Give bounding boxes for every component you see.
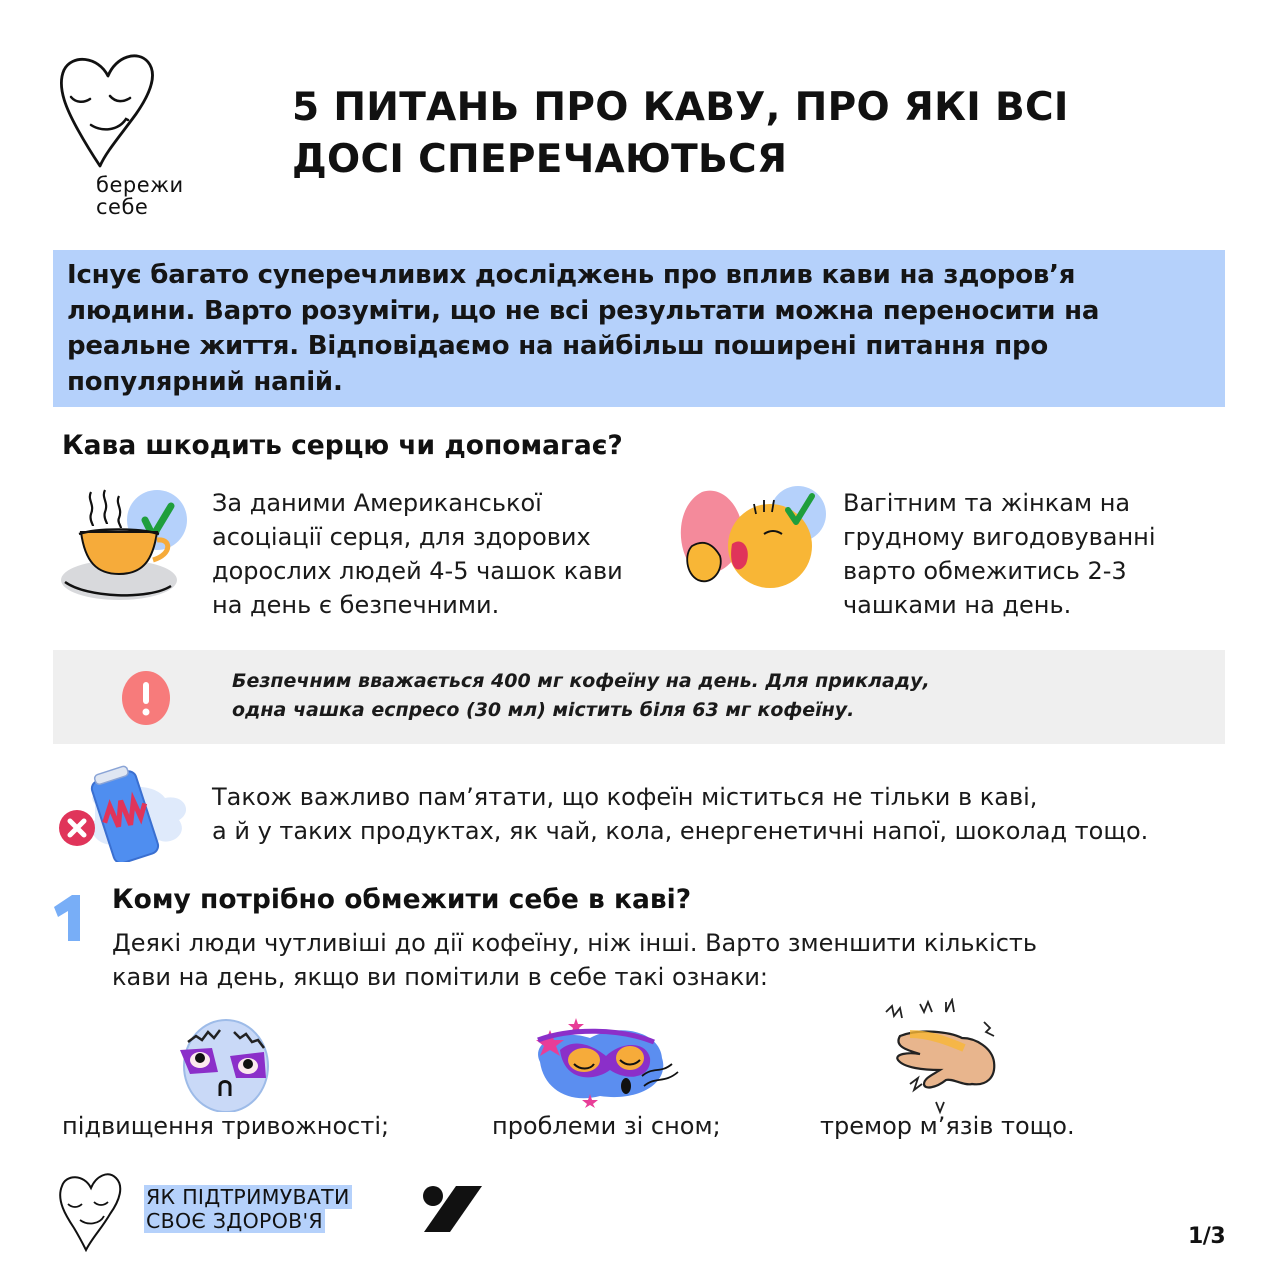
intro-line-4: популярний напій. bbox=[67, 366, 343, 397]
warning-line-1: Безпечним вважається 400 мг кофеїну на день. Для прикладу, bbox=[232, 670, 930, 692]
intro-line-2: людини. Варто розуміти, що не всі результати можна переносити на bbox=[67, 295, 1100, 326]
footer-heart-logo-icon bbox=[58, 1172, 124, 1252]
sensitivity-line-2: кави на день, якщо ви помітили в себе такі ознаки: bbox=[112, 963, 769, 991]
sensitivity-text bbox=[112, 926, 1172, 994]
title-line-2: ДОСІ СПЕРЕЧАЮТЬСЯ bbox=[292, 137, 788, 182]
footer-line-2: СВОЄ ЗДОРОВ'Я bbox=[146, 1209, 323, 1233]
breastfeeding-baby-check-icon bbox=[672, 484, 830, 594]
energy-line-2: а й у таких продуктах, як чай, кола, енергенетичні напої, шоколад тощо. bbox=[212, 817, 1149, 845]
text-line: чашками на день. bbox=[843, 591, 1072, 619]
text-line: на день є безпечними. bbox=[212, 591, 500, 619]
energy-drink-cross-icon bbox=[55, 764, 195, 862]
brand-line-1: бережи bbox=[96, 173, 184, 197]
brand-name bbox=[96, 174, 184, 218]
caffeine-warning-text bbox=[232, 667, 930, 724]
footer-series-label bbox=[144, 1185, 352, 1233]
coffee-cup-check-icon bbox=[57, 482, 197, 607]
sensitivity-line-1: Деякі люди чутливіші до дії кофеїну, ніж інші. Варто зменшити кількість bbox=[112, 929, 1038, 957]
caffeine-sources-text bbox=[212, 780, 1242, 848]
text-line: варто обмежитись 2-3 bbox=[843, 557, 1127, 585]
text-line: асоціації серця, для здорових bbox=[212, 523, 591, 551]
trembling-hand-icon bbox=[880, 998, 1020, 1118]
pregnancy-text bbox=[843, 486, 1233, 622]
smiling-heart-logo-icon bbox=[58, 52, 158, 170]
section-who-should-limit-heading: Кому потрібно обмежити себе в каві? bbox=[112, 884, 692, 915]
energy-line-1: Також важливо пам’ятати, що кофеїн міститься не тільки в каві, bbox=[212, 783, 1038, 811]
page-title bbox=[292, 82, 1192, 186]
footer-line-1: ЯК ПІДТРИМУВАТИ bbox=[146, 1185, 350, 1209]
text-line: грудному вигодовуванні bbox=[843, 523, 1156, 551]
section-heart-heading: Кава шкодить серцю чи допомагає? bbox=[62, 430, 623, 461]
exclamation-icon bbox=[121, 670, 171, 726]
text-line: Вагітним та жінкам на bbox=[843, 489, 1131, 517]
symptom-sleep-label: проблеми зі сном; bbox=[492, 1112, 721, 1140]
text-line: За даними Американської bbox=[212, 489, 542, 517]
heart-association-text bbox=[212, 486, 692, 622]
sleep-mask-icon bbox=[530, 1012, 690, 1108]
symptom-tremor-label: тремор м’язів тощо. bbox=[820, 1112, 1075, 1140]
intro-line-3: реальне життя. Відповідаємо на найбільш поширені питання про bbox=[67, 331, 1049, 361]
intro-line-1: Існує багато суперечливих досліджень про вплив кави на здоров’я bbox=[67, 260, 1076, 290]
intro-box bbox=[53, 250, 1225, 407]
text-line: дорослих людей 4-5 чашок кави bbox=[212, 557, 623, 585]
anxious-face-icon bbox=[168, 1012, 288, 1112]
warning-line-2: одна чашка еспресо (30 мл) містить біля 63 мг кофеїну. bbox=[232, 698, 855, 721]
brand-line-2: себе bbox=[96, 195, 149, 219]
number-one-icon bbox=[50, 893, 86, 943]
brand-dot-slash-icon bbox=[420, 1184, 484, 1234]
symptom-anxiety-label: підвищення тривожності; bbox=[62, 1112, 390, 1140]
title-line-1: 5 ПИТАНЬ ПРО КАВУ, ПРО ЯКІ ВСІ bbox=[292, 85, 1069, 130]
page-number: 1/3 bbox=[1188, 1224, 1226, 1249]
